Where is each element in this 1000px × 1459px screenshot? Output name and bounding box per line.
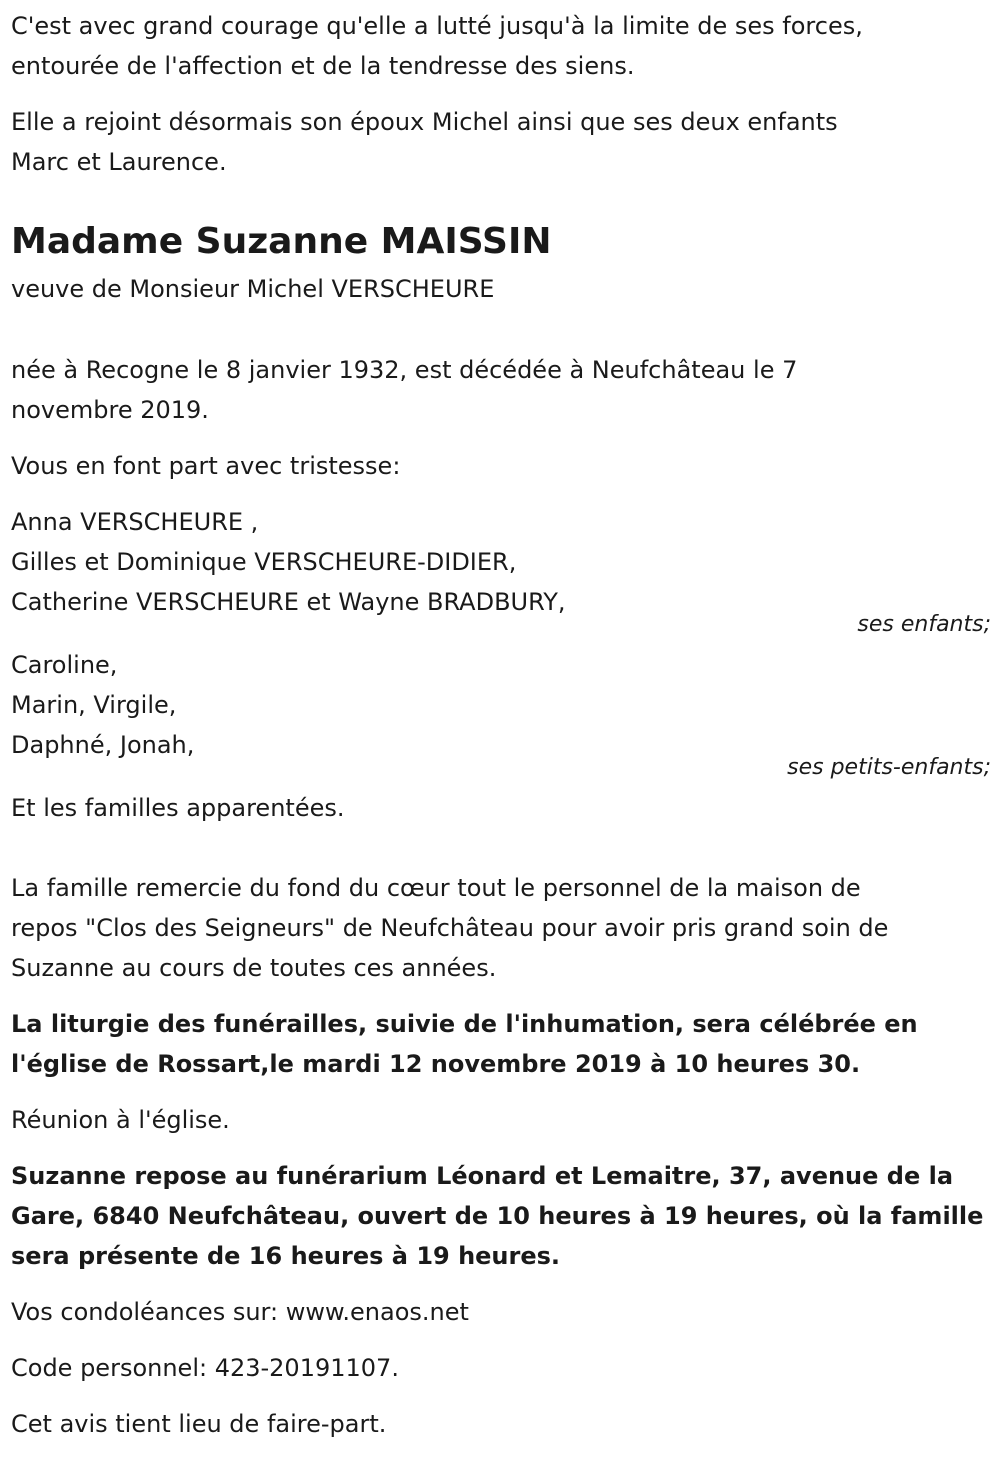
list-item: Marin, Virgile, xyxy=(11,691,177,719)
funeral-home-paragraph xyxy=(11,1156,989,1276)
thanks-paragraph xyxy=(11,868,989,988)
birth-death-line: novembre 2019. xyxy=(11,396,209,424)
condolences-line: Vos condoléances sur: www.enaos.net xyxy=(11,1298,469,1326)
funeral-line: La liturgie des funérailles, suivie de l'inhumation, sera célébrée en xyxy=(11,1010,918,1038)
grandchildren-list xyxy=(11,645,989,765)
list-item: Daphné, Jonah, xyxy=(11,731,195,759)
funeral-home-line: sera présente de 16 heures à 19 heures. xyxy=(11,1242,561,1270)
funeral-paragraph xyxy=(11,1004,989,1084)
children-label: ses enfants; xyxy=(857,612,991,637)
list-item: Anna VERSCHEURE , xyxy=(11,508,259,536)
closing-line: Cet avis tient lieu de faire-part. xyxy=(11,1410,387,1438)
list-item: Catherine VERSCHEURE et Wayne BRADBURY, xyxy=(11,588,566,616)
intro-line: entourée de l'affection et de la tendresse des siens. xyxy=(11,52,635,80)
intro-line: Marc et Laurence. xyxy=(11,148,227,176)
announcement-line: Vous en font part avec tristesse: xyxy=(11,452,401,480)
birth-death-line: née à Recogne le 8 janvier 1932, est décédée à Neufchâteau le 7 xyxy=(11,356,798,384)
deceased-name: Madame Suzanne MAISSIN xyxy=(11,221,552,262)
list-item: Gilles et Dominique VERSCHEURE-DIDIER, xyxy=(11,548,517,576)
spouse-line: veuve de Monsieur Michel VERSCHEURE xyxy=(11,275,495,303)
funeral-home-line: Suzanne repose au funérarium Léonard et Lemaitre, 37, avenue de la xyxy=(11,1162,954,1190)
meeting-line: Réunion à l'église. xyxy=(11,1106,230,1134)
children-list xyxy=(11,502,989,622)
funeral-line: l'église de Rossart,le mardi 12 novembre 2019 à 10 heures 30. xyxy=(11,1050,861,1078)
intro-line: Elle a rejoint désormais son époux Michel ainsi que ses deux enfants xyxy=(11,108,838,136)
spouse-paragraph xyxy=(11,102,989,182)
intro-paragraph xyxy=(11,6,989,86)
list-item: Caroline, xyxy=(11,651,118,679)
birth-death-paragraph xyxy=(11,350,989,430)
thanks-line: repos "Clos des Seigneurs" de Neufchâteau pour avoir pris grand soin de xyxy=(11,914,889,942)
intro-line: C'est avec grand courage qu'elle a lutté jusqu'à la limite de ses forces, xyxy=(11,12,863,40)
personal-code-line: Code personnel: 423-20191107. xyxy=(11,1354,399,1382)
thanks-line: Suzanne au cours de toutes ces années. xyxy=(11,954,497,982)
funeral-home-line: Gare, 6840 Neufchâteau, ouvert de 10 heures à 19 heures, où la famille xyxy=(11,1202,984,1230)
families-line: Et les familles apparentées. xyxy=(11,794,345,822)
grandchildren-label: ses petits-enfants; xyxy=(787,755,991,780)
thanks-line: La famille remercie du fond du cœur tout le personnel de la maison de xyxy=(11,874,861,902)
